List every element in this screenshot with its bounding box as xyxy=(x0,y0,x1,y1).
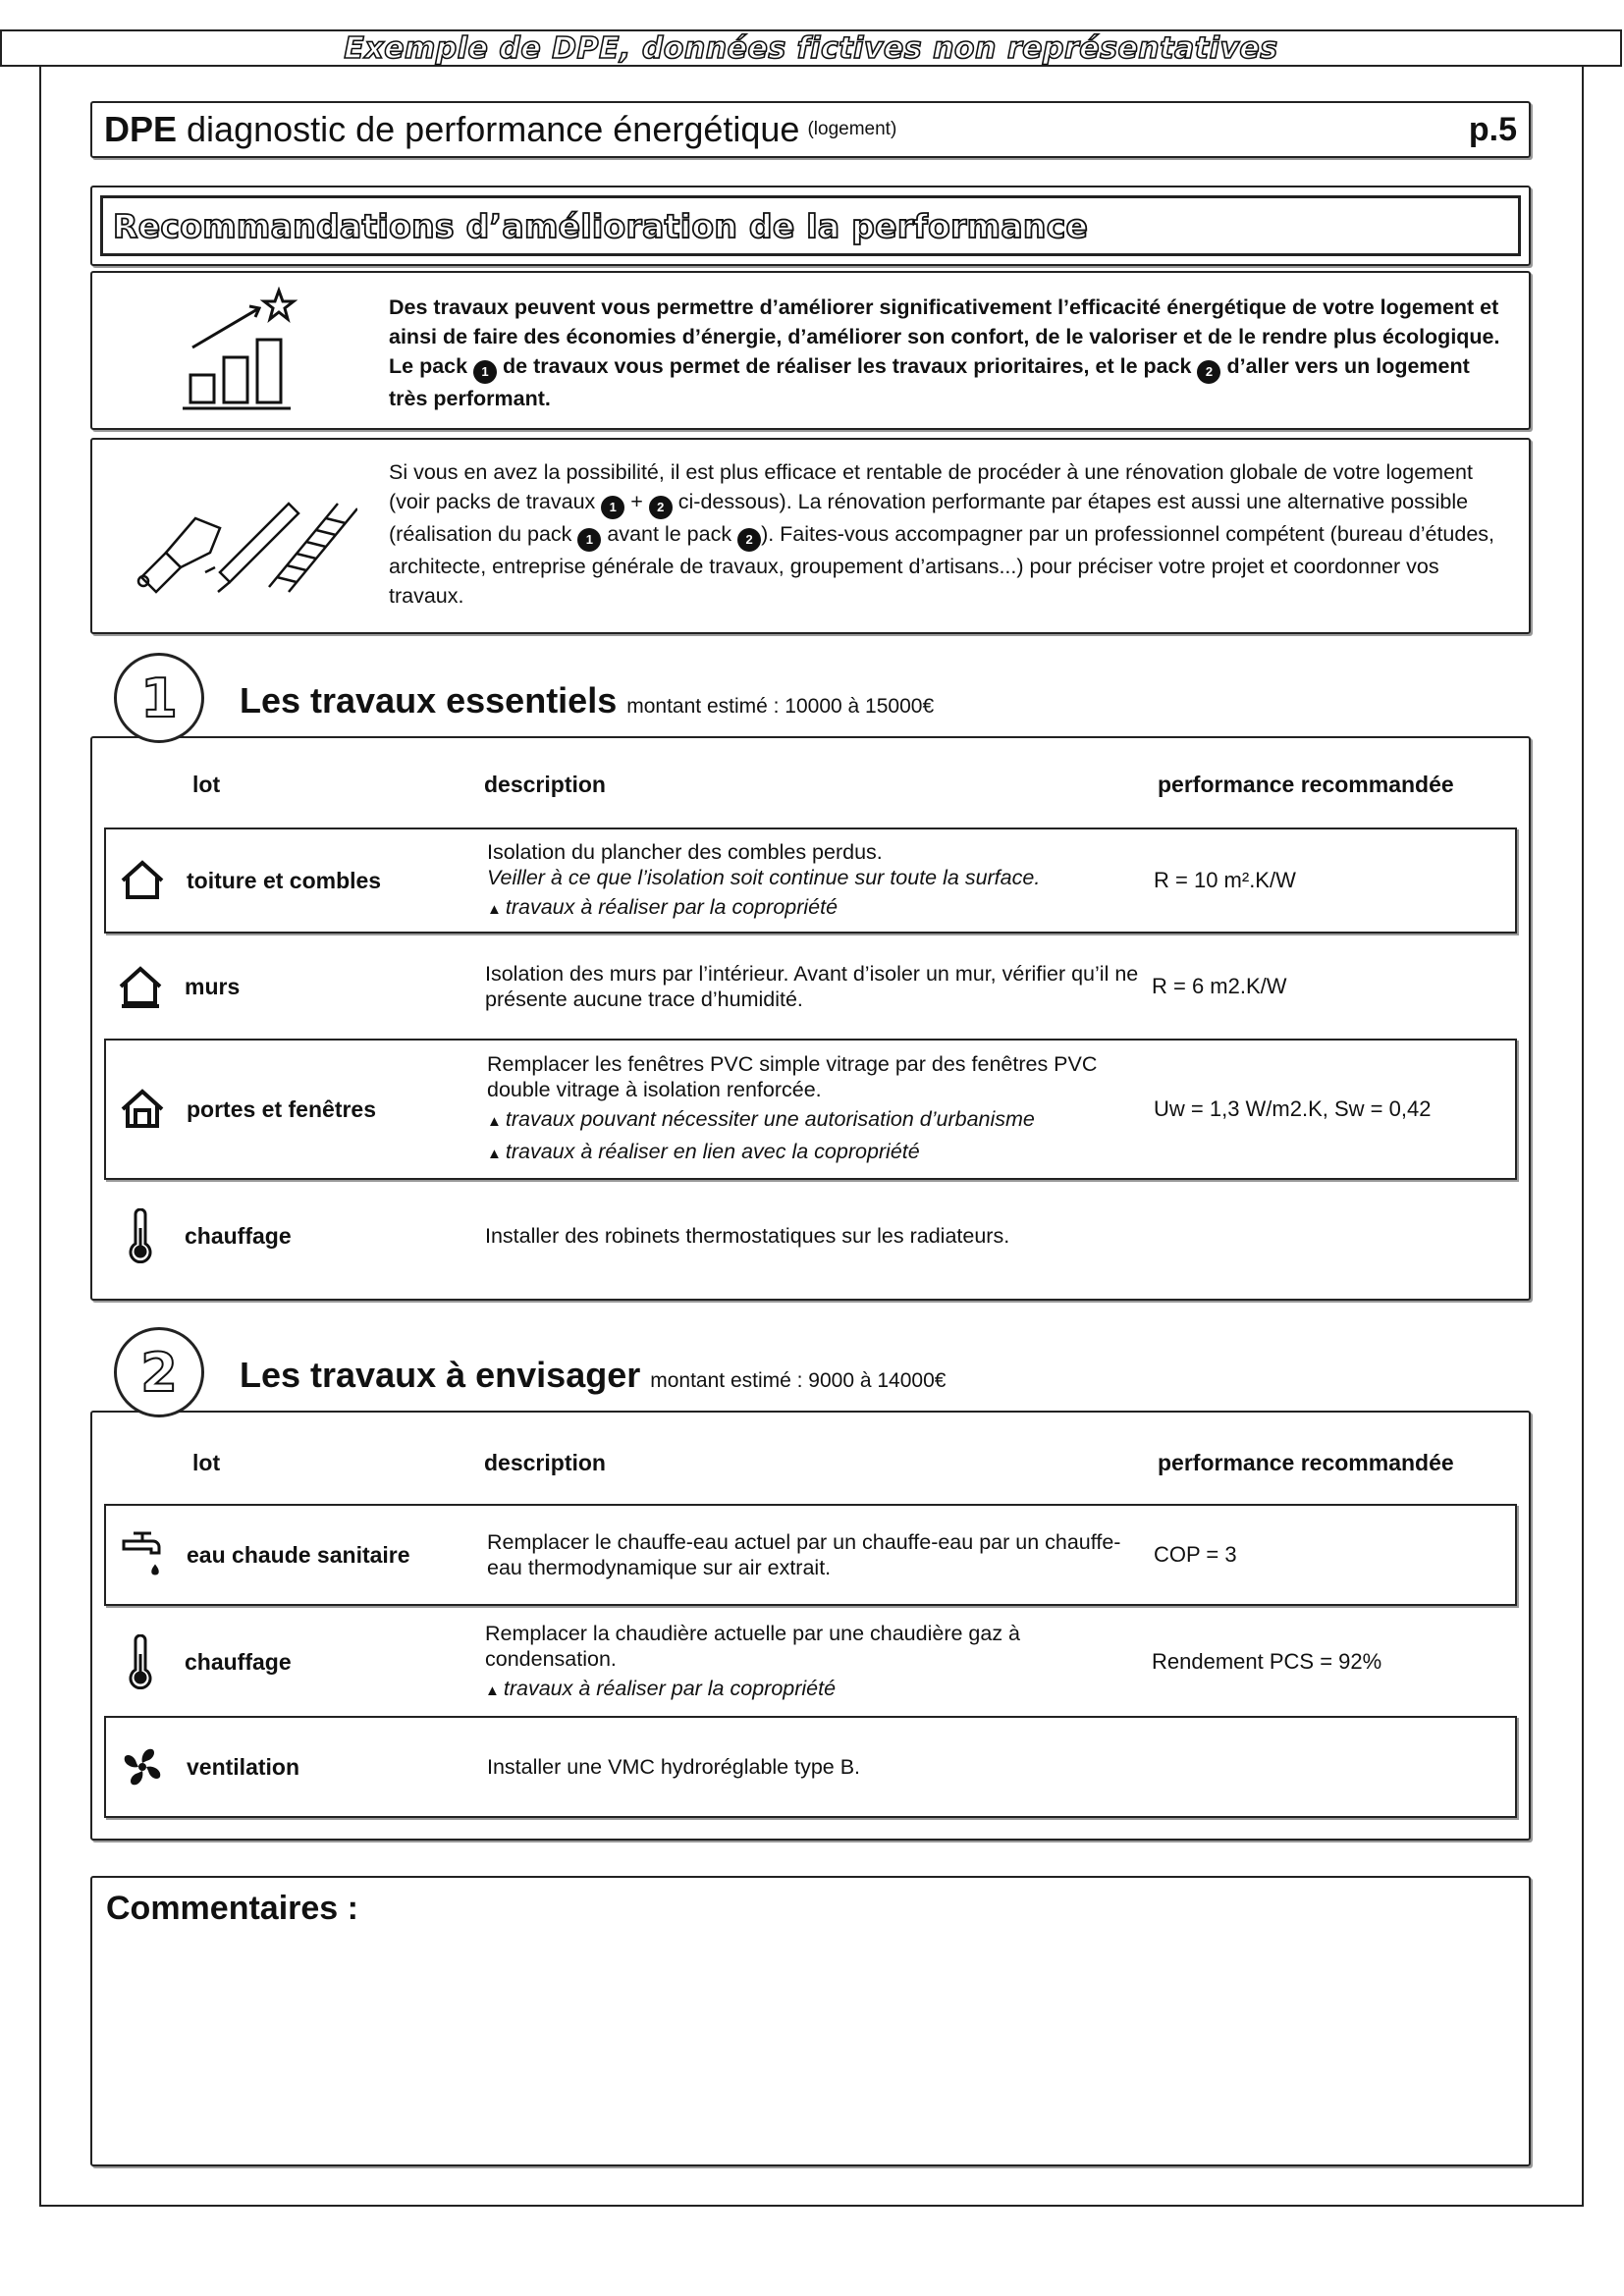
row-lot: eau chaude sanitaire xyxy=(187,1541,410,1568)
pack-1-heading xyxy=(114,653,935,729)
pack-2-title: Les travaux à envisager xyxy=(240,1355,641,1395)
pack-1-title: Les travaux essentiels xyxy=(240,680,618,721)
comments-title: Commentaires : xyxy=(106,1890,358,1927)
table-row xyxy=(104,828,1517,934)
warning-note: ▲ travaux à réaliser en lien avec la copropriété xyxy=(487,1139,1155,1167)
row-performance: Uw = 1,3 W/m2.K, Sw = 0,42 xyxy=(1154,1096,1432,1121)
growth-chart-icon xyxy=(181,287,298,414)
fan-icon xyxy=(120,1744,165,1789)
document-header xyxy=(90,101,1531,158)
col-lot: lot xyxy=(192,772,221,797)
row-description: Remplacer la chaudière actuelle par une chaudière gaz à condensation. ▲ travaux à réaliser par la copropriété xyxy=(485,1621,1153,1704)
row-performance: R = 6 m2.K/W xyxy=(1152,974,1287,998)
table-row xyxy=(104,1610,1517,1714)
renovation-text: Si vous en avez la possibilité, il est plus efficace et rentable de procéder à une rénovation globale de votre logement (voir packs de travaux 1 + 2 ci-dessous). La rénovation performante par étapes est aussi une alternative possible (réalisation du pack 1 avant le pack 2 ). Faites-vous accompagner par un professionnel compétent (bureau d’études, architecte, entreprise générale de travaux, groupement d’artisans...) pour préciser votre projet et coordonner vos travaux. xyxy=(389,460,1495,608)
col-description: description xyxy=(484,772,606,797)
table-row xyxy=(104,1039,1517,1180)
warning-note: ▲ travaux à réaliser par la copropriété xyxy=(485,1676,1153,1704)
pack-1-amount: montant estimé : 10000 à 15000€ xyxy=(626,695,935,718)
recommendations-heading: Recommandations d’amélioration de la performance xyxy=(100,195,1521,256)
pack-1-number: 1 xyxy=(114,653,204,743)
comments-box xyxy=(90,1876,1531,2166)
row-description: Remplacer le chauffe-eau actuel par un chauffe-eau par un chauffe-eau thermodynamique sur air extrait. xyxy=(487,1530,1121,1579)
col-lot: lot xyxy=(192,1450,221,1475)
row-description: Installer des robinets thermostatiques sur les radiateurs. xyxy=(485,1224,1010,1248)
pack-1-badge: 1 xyxy=(601,496,624,519)
table-row xyxy=(104,1716,1517,1818)
sample-banner: Exemple de DPE, données fictives non représentatives xyxy=(0,29,1622,67)
thermometer-icon xyxy=(118,1208,163,1263)
pack-1-badge: 1 xyxy=(473,360,497,384)
thermometer-icon xyxy=(118,1634,163,1689)
row-performance: COP = 3 xyxy=(1154,1542,1237,1567)
roof-icon xyxy=(120,858,165,903)
row-performance: R = 10 m².K/W xyxy=(1154,868,1296,892)
wall-icon xyxy=(118,964,163,1009)
row-performance: Rendement PCS = 92% xyxy=(1152,1649,1382,1674)
row-lot: murs xyxy=(185,973,241,999)
row-description: Isolation du plancher des combles perdus. Veiller à ce que l’isolation soit continue sur toute la surface. ▲ travaux à réaliser par la copropriété xyxy=(487,839,1155,923)
row-description: Installer une VMC hydroréglable type B. xyxy=(487,1755,861,1779)
page-title: DPE diagnostic de performance énergétique xyxy=(104,109,800,149)
col-description: description xyxy=(484,1450,606,1475)
improvement-text: Des travaux peuvent vous permettre d’améliorer significativement l’efficacité énergétique de votre logement et ainsi de faire des économies d’énergie, d’améliorer son confort, de le valoriser et de le rendre plus écologique. Le pack 1 de travaux vous permet de réaliser les travaux prioritaires, et le pack 2 d’aller vers un logement très performant. xyxy=(389,295,1500,410)
section-heading-box xyxy=(90,186,1531,266)
tools-icon xyxy=(122,479,357,597)
warning-note: ▲ travaux pouvant nécessiter une autorisation d’urbanisme xyxy=(487,1106,1155,1135)
warning-note: ▲ travaux à réaliser par la copropriété xyxy=(487,894,1155,923)
row-description: Isolation des murs par l’intérieur. Avant d’isoler un mur, vérifier qu’il ne présente aucune trace d’humidité. xyxy=(485,962,1139,1011)
row-lot: portes et fenêtres xyxy=(187,1095,377,1122)
pack-2-badge: 2 xyxy=(649,496,673,519)
pack-2-badge: 2 xyxy=(737,528,761,552)
pack-2-heading xyxy=(114,1327,947,1404)
table-row xyxy=(104,1194,1517,1278)
pack-1-badge: 1 xyxy=(577,528,601,552)
row-lot: ventilation xyxy=(187,1753,300,1780)
col-performance: performance recommandée xyxy=(1158,772,1454,797)
row-lot: chauffage xyxy=(185,1222,292,1249)
row-lot: toiture et combles xyxy=(187,867,382,893)
info-box-renovation xyxy=(90,438,1531,634)
col-performance: performance recommandée xyxy=(1158,1450,1454,1475)
row-description: Remplacer les fenêtres PVC simple vitrage par des fenêtres PVC double vitrage à isolation renforcée. ▲ travaux pouvant nécessiter une autorisation d’urbanisme ▲ travaux à réaliser en lien avec la copropriété xyxy=(487,1051,1155,1167)
row-lot: chauffage xyxy=(185,1648,292,1675)
house-window-icon xyxy=(120,1087,165,1132)
info-box-improvement xyxy=(90,271,1531,430)
pack-2-number: 2 xyxy=(114,1327,204,1417)
faucet-icon xyxy=(120,1527,165,1582)
pack-2-badge: 2 xyxy=(1197,360,1220,384)
page-subtitle: (logement) xyxy=(807,119,897,139)
table-row xyxy=(104,1504,1517,1606)
page-number: p.5 xyxy=(1468,110,1517,148)
pack-2-amount: montant estimé : 9000 à 14000€ xyxy=(650,1369,947,1392)
table-row xyxy=(104,937,1517,1036)
